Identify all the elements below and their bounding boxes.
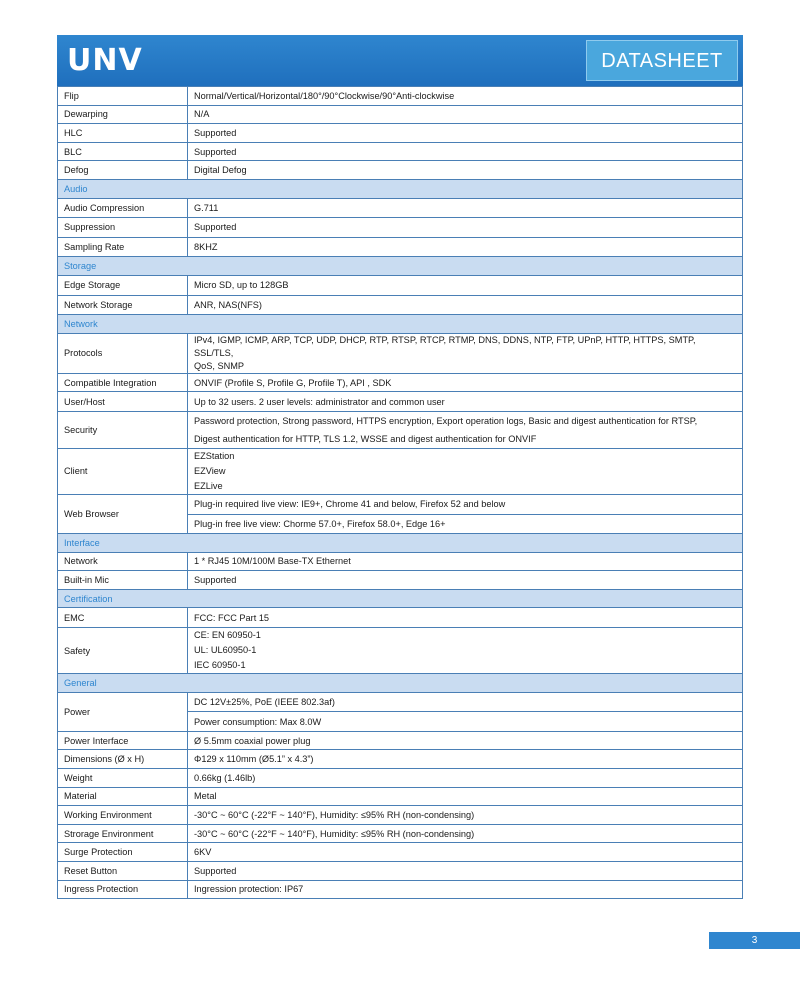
table-row <box>58 218 743 238</box>
row-label: Dimensions (Ø x H) <box>58 750 188 769</box>
value-line: QoS, SNMP <box>194 360 245 371</box>
header-bar <box>57 35 743 86</box>
table-row <box>58 87 743 106</box>
row-value <box>188 411 743 448</box>
row-value: ONVIF (Profile S, Profile G, Profile T), API , SDK <box>188 373 743 392</box>
table-row <box>58 124 743 143</box>
row-label: Flip <box>58 87 188 106</box>
table-row <box>58 411 743 448</box>
section-header-network <box>58 315 743 334</box>
row-value: 6KV <box>188 843 743 862</box>
section-header-storage <box>58 257 743 276</box>
value-line: IEC 60950-1 <box>194 660 246 671</box>
row-value: FCC: FCC Part 15 <box>188 608 743 628</box>
row-label: Sampling Rate <box>58 237 188 257</box>
table-row <box>58 552 743 571</box>
row-value: 0.66kg (1.46lb) <box>188 769 743 788</box>
row-value: Supported <box>188 862 743 881</box>
value-line: UL: UL60950-1 <box>194 645 257 656</box>
value-line: EZView <box>194 465 226 476</box>
row-value <box>188 628 743 674</box>
value-line: CE: EN 60950-1 <box>194 630 261 641</box>
table-row <box>58 105 743 124</box>
row-label: Safety <box>58 628 188 674</box>
row-value: Up to 32 users. 2 user levels: administrator and common user <box>188 392 743 412</box>
table-row <box>58 295 743 315</box>
row-label: Power <box>58 692 188 731</box>
unv-logo: UNV <box>67 43 143 78</box>
row-value: Supported <box>188 218 743 238</box>
section-header-interface <box>58 534 743 553</box>
table-row <box>58 142 743 161</box>
row-label: Power Interface <box>58 731 188 750</box>
datasheet-badge <box>586 40 738 81</box>
table-row <box>58 237 743 257</box>
value-line: Password protection, Strong password, HTTPS encryption, Export operation logs, Basic and digest authentication for RTSP, <box>194 415 698 426</box>
row-label: Compatible Integration <box>58 373 188 392</box>
section-title: Storage <box>58 257 743 276</box>
row-label: Reset Button <box>58 862 188 881</box>
row-label: HLC <box>58 124 188 143</box>
row-label: Edge Storage <box>58 275 188 295</box>
row-value <box>188 448 743 494</box>
row-label: Surge Protection <box>58 843 188 862</box>
row-value: Supported <box>188 124 743 143</box>
row-label: Network Storage <box>58 295 188 315</box>
row-value: Ø 5.5mm coaxial power plug <box>188 731 743 750</box>
table-row <box>58 448 743 494</box>
row-label: Dewarping <box>58 105 188 124</box>
table-row <box>58 731 743 750</box>
row-label: Suppression <box>58 218 188 238</box>
row-label: Strorage Environment <box>58 824 188 843</box>
row-label: Built-in Mic <box>58 571 188 590</box>
section-header-certification <box>58 589 743 608</box>
section-title: Network <box>58 315 743 334</box>
section-title: General <box>58 674 743 693</box>
table-row <box>58 824 743 843</box>
section-header-audio <box>58 179 743 198</box>
row-value: 8KHZ <box>188 237 743 257</box>
section-title: Interface <box>58 534 743 553</box>
row-label: EMC <box>58 608 188 628</box>
section-header-general <box>58 674 743 693</box>
table-row <box>58 628 743 674</box>
table-row <box>58 692 743 712</box>
table-row <box>58 608 743 628</box>
table-row <box>58 161 743 180</box>
table-row <box>58 787 743 806</box>
row-value: N/A <box>188 105 743 124</box>
section-title: Certification <box>58 589 743 608</box>
row-label: Client <box>58 448 188 494</box>
table-row <box>58 769 743 788</box>
page-number: 3 <box>709 932 800 949</box>
row-value: G.711 <box>188 198 743 218</box>
row-label: Audio Compression <box>58 198 188 218</box>
table-row <box>58 198 743 218</box>
row-label: Defog <box>58 161 188 180</box>
table-row <box>58 571 743 590</box>
row-value <box>188 333 743 373</box>
row-label: Working Environment <box>58 806 188 825</box>
value-line: EZLive <box>194 480 223 491</box>
row-value: -30°C ~ 60°C (-22°F ~ 140°F), Humidity: ≤95% RH (non-condensing) <box>188 806 743 825</box>
row-value: Normal/Vertical/Horizontal/180°/90°Clockwise/90°Anti-clockwise <box>188 87 743 106</box>
row-label: Web Browser <box>58 494 188 533</box>
row-value: 1 * RJ45 10M/100M Base-TX Ethernet <box>188 552 743 571</box>
row-label: Weight <box>58 769 188 788</box>
row-label: Network <box>58 552 188 571</box>
table-row <box>58 275 743 295</box>
datasheet-label: DATASHEET <box>601 50 723 72</box>
table-row <box>58 373 743 392</box>
row-label: BLC <box>58 142 188 161</box>
row-value: Plug-in free live view: Chorme 57.0+, Firefox 58.0+, Edge 16+ <box>188 514 743 534</box>
table-row <box>58 750 743 769</box>
row-label: Security <box>58 411 188 448</box>
row-value: Micro SD, up to 128GB <box>188 275 743 295</box>
row-value: Digital Defog <box>188 161 743 180</box>
table-row <box>58 333 743 373</box>
row-label: Ingress Protection <box>58 880 188 899</box>
value-line: Digest authentication for HTTP, TLS 1.2, WSSE and digest authentication for ONVIF <box>194 433 537 444</box>
row-value: Supported <box>188 142 743 161</box>
row-value: -30°C ~ 60°C (-22°F ~ 140°F), Humidity: ≤95% RH (non-condensing) <box>188 824 743 843</box>
table-row <box>58 494 743 514</box>
row-value: Ingression protection: IP67 <box>188 880 743 899</box>
row-value: DC 12V±25%, PoE (IEEE 802.3af) <box>188 692 743 712</box>
row-label: User/Host <box>58 392 188 412</box>
row-value: Φ129 x 110mm (Ø5.1” x 4.3”) <box>188 750 743 769</box>
value-line: IPv4, IGMP, ICMP, ARP, TCP, UDP, DHCP, RTP, RTSP, RTCP, RTMP, DNS, DDNS, NTP, FTP, UPnP, HTTP, HTTPS, SMTP, SSL/TLS, <box>194 334 696 358</box>
row-value: Metal <box>188 787 743 806</box>
table-row <box>58 806 743 825</box>
row-value: Supported <box>188 571 743 590</box>
row-label: Protocols <box>58 333 188 373</box>
table-row <box>58 843 743 862</box>
value-line: EZStation <box>194 450 235 461</box>
table-row <box>58 880 743 899</box>
row-label: Material <box>58 787 188 806</box>
row-value: Power consumption: Max 8.0W <box>188 712 743 732</box>
table-row <box>58 862 743 881</box>
row-value: Plug-in required live view: IE9+, Chrome 41 and below, Firefox 52 and below <box>188 494 743 514</box>
row-value: ANR, NAS(NFS) <box>188 295 743 315</box>
section-title: Audio <box>58 179 743 198</box>
spec-table <box>57 86 743 899</box>
table-row <box>58 392 743 412</box>
